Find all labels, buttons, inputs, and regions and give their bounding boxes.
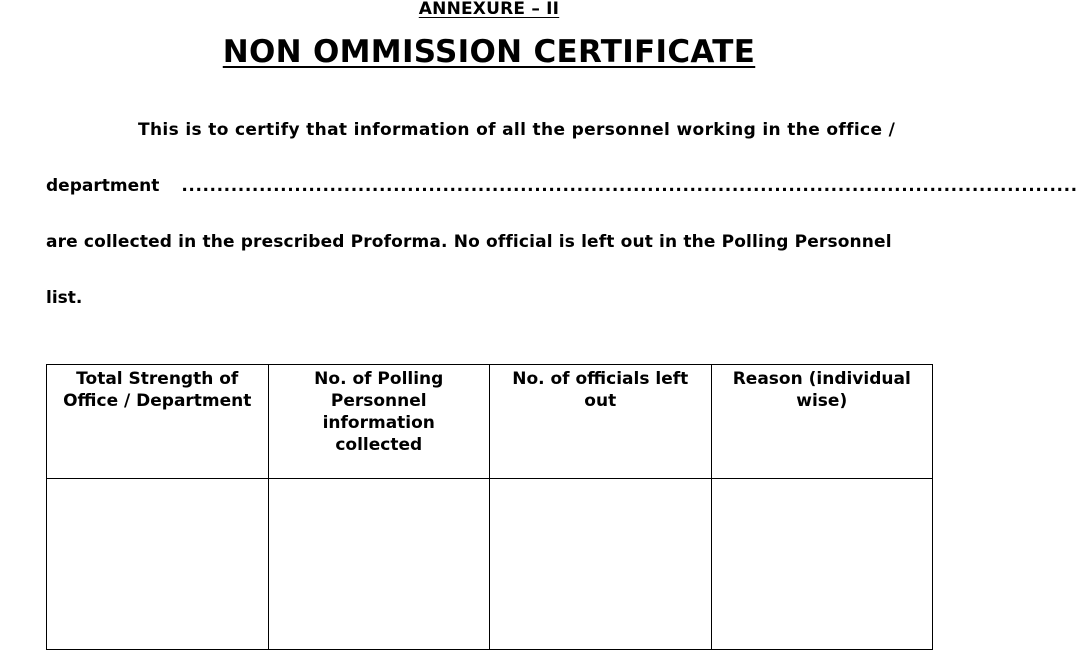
- annexure-heading: ANNEXURE – II: [418, 0, 560, 19]
- header-total-strength: Total Strength of Office / Department: [47, 365, 269, 479]
- header-officials-left-out: No. of officials left out: [490, 365, 712, 479]
- table-header-row: [47, 365, 933, 479]
- personnel-table: [46, 364, 933, 650]
- body-line-1: This is to certify that information of all the personnel working in the office /: [138, 120, 896, 140]
- body-line-4: list.: [46, 288, 83, 308]
- cell-reason[interactable]: [711, 479, 933, 650]
- department-label: department: [46, 176, 160, 196]
- body-line-2: [46, 176, 1078, 196]
- department-blank: ...............................................................................................................................: [181, 176, 1078, 196]
- header-reason: Reason (individual wise): [711, 365, 933, 479]
- cell-officials-left-out[interactable]: [490, 479, 712, 650]
- header-personnel-collected: No. of Polling Personnel information collected: [268, 365, 490, 479]
- page-title: NON OMMISSION CERTIFICATE: [222, 34, 756, 70]
- table-row: [47, 479, 933, 650]
- body-line-3: are collected in the prescribed Proforma. No official is left out in the Polling Personnel: [46, 232, 892, 252]
- cell-personnel-collected[interactable]: [268, 479, 490, 650]
- cell-total-strength[interactable]: [47, 479, 269, 650]
